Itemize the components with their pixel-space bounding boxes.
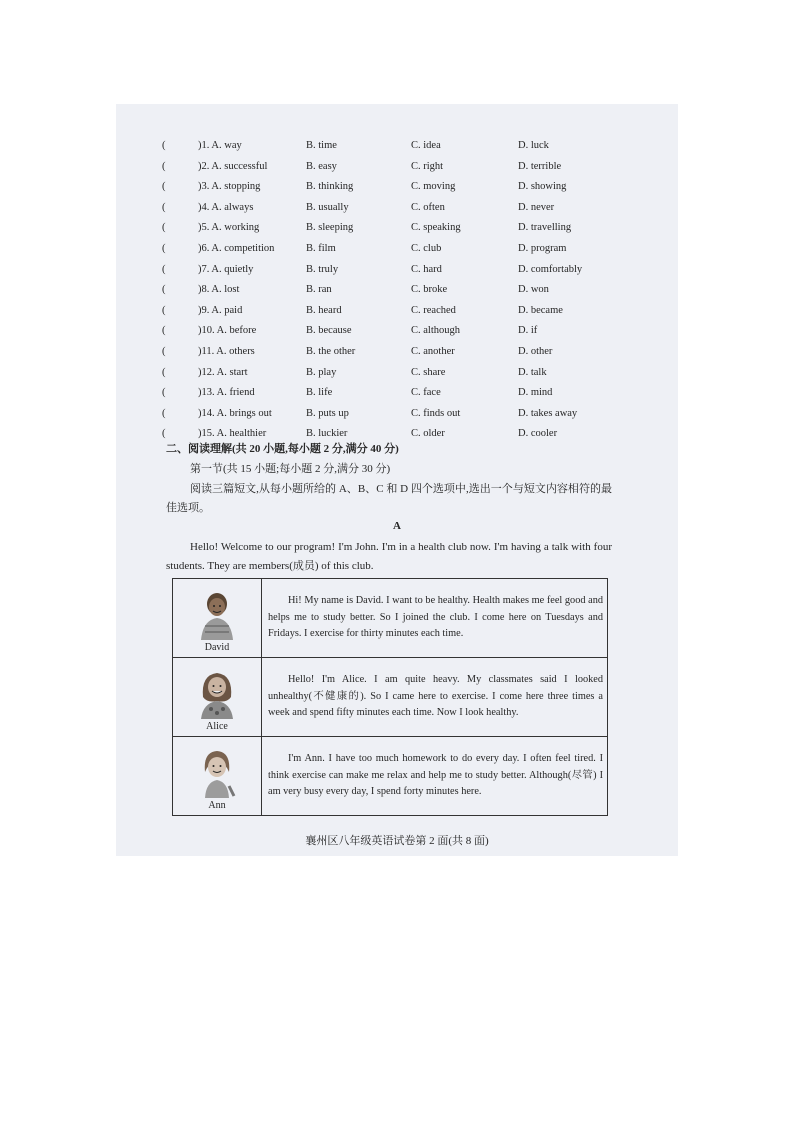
answer-blank: ( (162, 407, 166, 419)
profile-table (172, 578, 608, 816)
answer-blank: ( (162, 325, 166, 337)
option-b: B. sleeping (306, 222, 354, 234)
option-b: B. the other (306, 346, 356, 357)
option-a: )14. A. brings out (198, 407, 272, 419)
option-d: D. other (518, 346, 553, 357)
option-c: C. share (411, 366, 446, 378)
option-a: )7. A. quietly (198, 263, 254, 275)
option-c: C. club (411, 243, 442, 254)
option-b: B. time (306, 140, 337, 151)
answer-blank: ( (162, 263, 166, 275)
option-c: C. right (411, 160, 444, 172)
option-d: D. never (518, 201, 555, 213)
option-c: C. speaking (411, 222, 461, 234)
option-d: D. talk (518, 366, 547, 378)
boy-portrait-icon (197, 588, 237, 640)
question-row (116, 136, 678, 156)
option-c: C. broke (411, 284, 448, 296)
answer-blank: ( (162, 201, 166, 213)
option-b: B. thinking (306, 181, 354, 193)
option-c: C. another (411, 346, 455, 357)
profile-row (173, 737, 608, 816)
answer-blank: ( (162, 243, 166, 254)
option-c: C. older (411, 428, 445, 440)
option-d: D. became (518, 304, 563, 316)
profile-text-content: I'm Ann. I have too much homework to do every day. I often feel tired. I think exercise can make me relax and help me to study better. Although(尽管) I am very busy every day, I spend forty minutes here. (268, 753, 603, 798)
option-d: D. travelling (518, 222, 572, 234)
option-b: B. life (306, 387, 333, 399)
option-d: D. won (518, 284, 549, 296)
profile-text-content: Hello! I'm Alice. I am quite heavy. My classmates said I looked unhealthy(不健康的). So I came here to exercise. I come here three times a week and spend fifty minutes each time. Now I look healthy. (268, 674, 603, 719)
girl-portrait-icon (197, 667, 237, 719)
question-row (116, 301, 678, 321)
answer-blank: ( (162, 304, 166, 316)
profile-row (173, 579, 608, 658)
option-c: C. moving (411, 181, 456, 193)
profile-photo-cell (173, 658, 262, 737)
question-row (116, 218, 678, 238)
part-title: 第一节(共 15 小题;每小题 2 分,满分 30 分) (190, 463, 391, 475)
option-a: )15. A. healthier (198, 428, 267, 440)
page-footer: 襄州区八年级英语试卷第 2 面(共 8 面) (305, 835, 489, 847)
answer-blank: ( (162, 346, 166, 357)
option-b: B. ran (306, 284, 332, 296)
option-d: D. mind (518, 387, 553, 399)
question-row (116, 157, 678, 177)
option-b: B. heard (306, 304, 342, 316)
question-row (116, 321, 678, 341)
question-row (116, 260, 678, 280)
option-a: )12. A. start (198, 366, 248, 378)
profile-text (262, 658, 608, 737)
profile-text-content: Hi! My name is David. I want to be healthy. Health makes me feel good and helps me to study better. So I joined the club. I come here on Tuesdays and Fridays. I exercise for thirty minutes each time. (268, 595, 603, 640)
question-row (116, 239, 678, 259)
question-row (116, 198, 678, 218)
option-c: C. finds out (411, 407, 461, 419)
option-a: )2. A. successful (198, 160, 268, 172)
option-a: )5. A. working (198, 222, 260, 234)
option-d: D. program (518, 243, 567, 254)
option-c: C. hard (411, 263, 442, 275)
option-b: B. easy (306, 160, 337, 172)
answer-blank: ( (162, 366, 166, 378)
section-title: 二、阅读理解(共 20 小题,每小题 2 分,满分 40 分) (166, 443, 399, 455)
option-d: D. luck (518, 140, 549, 151)
option-a: )11. A. others (198, 346, 255, 357)
option-d: D. showing (518, 181, 567, 193)
question-row (116, 363, 678, 383)
profile-text (262, 579, 608, 658)
option-a: )1. A. way (198, 140, 242, 151)
passage-letter: A (393, 520, 401, 532)
option-a: )10. A. before (198, 325, 257, 337)
option-b: B. luckier (306, 428, 348, 440)
option-c: C. reached (411, 304, 456, 316)
answer-blank: ( (162, 181, 166, 193)
question-row (116, 342, 678, 362)
option-d: D. cooler (518, 428, 558, 440)
profile-name: David (204, 641, 230, 653)
option-a: )9. A. paid (198, 304, 243, 316)
question-row (116, 404, 678, 424)
girl-portrait-icon (197, 746, 237, 798)
option-a: )6. A. competition (198, 243, 275, 254)
question-row (116, 280, 678, 300)
option-c: C. although (411, 325, 460, 337)
option-a: )3. A. stopping (198, 181, 261, 193)
option-a: )13. A. friend (198, 387, 255, 399)
answer-blank: ( (162, 387, 166, 399)
exam-page (116, 104, 678, 856)
answer-blank: ( (162, 222, 166, 234)
option-a: )8. A. lost (198, 284, 240, 296)
option-d: D. takes away (518, 407, 578, 419)
option-c: C. often (411, 201, 445, 213)
profile-photo-cell (173, 737, 262, 816)
option-d: D. if (518, 325, 538, 337)
option-b: B. puts up (306, 407, 349, 419)
answer-blank: ( (162, 140, 166, 151)
profile-name: Ann (208, 799, 226, 811)
option-d: D. terrible (518, 160, 562, 172)
option-b: B. because (306, 325, 352, 337)
instructions: 阅读三篇短文,从每小题所给的 A、B、C 和 D 四个选项中,选出一个与短文内容相符的最佳选项。 (166, 483, 612, 514)
option-d: D. comfortably (518, 263, 583, 275)
option-b: B. usually (306, 201, 349, 213)
answer-blank: ( (162, 428, 166, 440)
question-row (116, 177, 678, 197)
option-b: B. truly (306, 263, 339, 275)
profile-text (262, 737, 608, 816)
option-b: B. film (306, 243, 336, 254)
profile-photo-cell (173, 579, 262, 658)
answer-blank: ( (162, 160, 166, 172)
passage-intro: Hello! Welcome to our program! I'm John. I'm in a health club now. I'm having a talk with four students. They are members(成员) of this club. (166, 541, 612, 572)
option-c: C. face (411, 387, 441, 399)
question-row (116, 383, 678, 403)
profile-row (173, 658, 608, 737)
option-a: )4. A. always (198, 201, 254, 213)
option-b: B. play (306, 366, 337, 378)
profile-name: Alice (206, 720, 228, 732)
option-c: C. idea (411, 140, 441, 151)
answer-blank: ( (162, 284, 166, 296)
